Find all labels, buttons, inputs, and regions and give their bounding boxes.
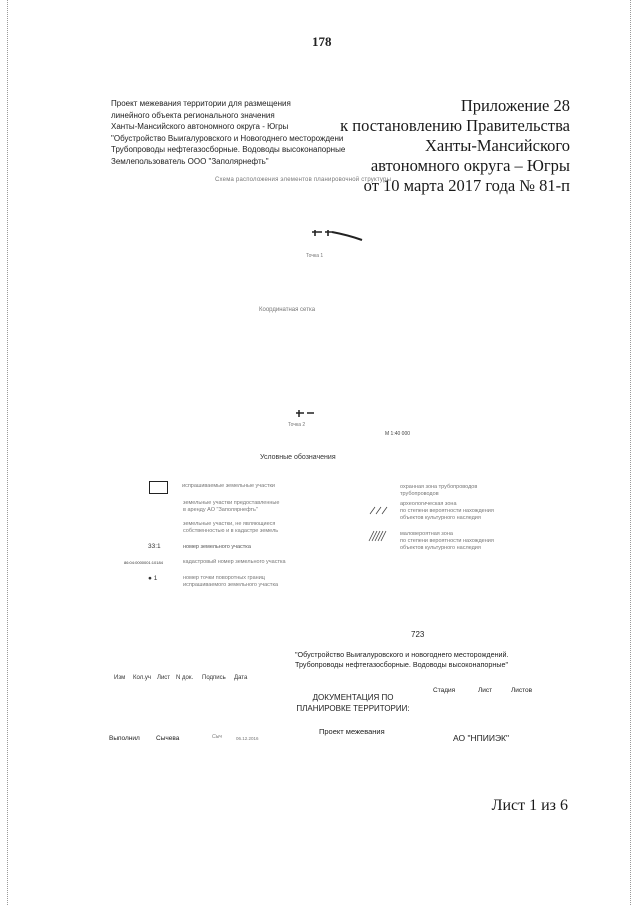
scheme-title: Схема расположения элементов планировочной структуры bbox=[215, 177, 392, 183]
footer-sheet-count: Лист 1 из 6 bbox=[491, 797, 568, 814]
legend-zone-line-1: охранная зона трубопроводов bbox=[400, 484, 478, 490]
col-date: Дата bbox=[234, 675, 248, 681]
project-header-line-2: линейного объекта регионального значения bbox=[111, 110, 275, 120]
point-marker-number: 1 bbox=[153, 575, 158, 582]
stamp-doc-title-line-2: ПЛАНИРОВКЕ ТЕРРИТОРИИ: bbox=[296, 704, 410, 713]
legend-hatch2-line-1: маловероятная зона bbox=[400, 531, 453, 537]
legend-cadastral-label: кадастровый номер земельного участка bbox=[183, 559, 286, 565]
col-sign: Подпись bbox=[202, 675, 226, 681]
legend-hatch1-line-2: по степени вероятности нахождения bbox=[400, 508, 494, 514]
col-ndoc: N док. bbox=[176, 675, 194, 681]
hatch-symbol-dense bbox=[368, 529, 388, 543]
cadastral-marker: 86:04:0000001:10184 bbox=[124, 560, 163, 565]
stamp-sheets: Листов bbox=[511, 687, 533, 694]
legend-other-line-2: собственностью и в кадастре земель bbox=[183, 528, 279, 534]
left-scan-edge bbox=[7, 0, 8, 905]
legend-point-line-1: номер точки поворотных границ bbox=[183, 575, 265, 581]
project-header-line-1: Проект межевания территории для размещения bbox=[111, 99, 291, 108]
legend-existing-line-1: земельные участки предоставленные bbox=[183, 500, 280, 506]
stamp-sheet: Лист bbox=[478, 687, 493, 694]
stamp-performed-sign: Сыч bbox=[212, 734, 222, 740]
stamp-doc-title-line-1: ДОКУМЕНТАЦИЯ ПО bbox=[312, 693, 394, 702]
project-header-line-4: "Обустройство Выигалуровского и Новогоднего месторождени bbox=[111, 133, 344, 143]
stamp-object-line-1: "Обустройство Выигалуровского и новогоднего месторождений. bbox=[295, 650, 509, 659]
stamp-object-name bbox=[295, 650, 509, 670]
stamp-object-line-2: Трубопроводы нефтегазосборные. Водоводы высоконапорные" bbox=[295, 660, 509, 669]
appendix-line-3: Ханты-Мансийского bbox=[424, 136, 570, 155]
stamp-organization: АО "НПИИЭК" bbox=[453, 733, 510, 743]
legend-hatch2-line-2: по степени вероятности нахождения bbox=[400, 538, 494, 544]
legend-hatch1-line-1: археологическая зона bbox=[400, 501, 457, 507]
col-list: Лист bbox=[157, 675, 171, 681]
legend-title: Условные обозначения bbox=[260, 454, 336, 461]
appendix-line-1: Приложение 28 bbox=[460, 96, 570, 115]
legend-hatch1-line-3: объектов культурного наследия bbox=[400, 515, 481, 521]
plot-number-marker: 33:1 bbox=[148, 543, 161, 550]
legend-point-line-2: испрашиваемого земельного участка bbox=[183, 582, 279, 588]
hatch-symbol-sparse bbox=[368, 504, 388, 516]
stamp-sheet-code: 723 bbox=[411, 630, 425, 639]
map-line-lower bbox=[292, 408, 332, 420]
stamp-doc-title bbox=[292, 692, 414, 714]
map-label-a: Точка 1 bbox=[306, 253, 324, 259]
col-kol: Кол.уч bbox=[133, 675, 151, 681]
map-label-b: Точка 2 bbox=[288, 422, 306, 428]
project-header-line-3: Ханты-Мансийского автономного округа - Югры bbox=[111, 122, 289, 131]
right-scan-edge bbox=[630, 0, 631, 905]
stamp-performed-name: Сычева bbox=[156, 735, 180, 742]
legend-plot-number-label: номер земельного участка bbox=[183, 544, 251, 550]
boundary-symbol bbox=[149, 481, 168, 494]
appendix-line-5: от 10 марта 2017 года № 81-п bbox=[363, 176, 570, 195]
appendix-line-2: к постановлению Правительства bbox=[340, 116, 570, 135]
legend-boundary-label: испрашиваемые земельные участки bbox=[182, 483, 275, 489]
legend-other-line-1: земельные участки, не являющиеся bbox=[183, 521, 276, 527]
legend-zone-line-2: трубопроводов bbox=[400, 491, 439, 497]
map-scale: М 1:40 000 bbox=[385, 431, 411, 437]
legend-hatch2-line-3: объектов культурного наследия bbox=[400, 545, 481, 551]
project-header-line-6: Землепользователь ООО "Заполярнефть" bbox=[111, 156, 269, 166]
legend-existing-line-2: в аренду АО "Заполярнефть" bbox=[183, 507, 258, 513]
page-number: 178 bbox=[312, 34, 332, 49]
col-izm: Изм bbox=[114, 675, 126, 681]
map-line-upper bbox=[300, 226, 380, 246]
stamp-project-type: Проект межевания bbox=[319, 727, 385, 736]
appendix-line-4: автономного округа – Югры bbox=[370, 156, 570, 175]
stamp-columns bbox=[114, 675, 247, 681]
point-marker: ● 1 bbox=[148, 575, 158, 582]
map-label-center: Координатная сетка bbox=[259, 307, 316, 313]
stamp-stage: Стадия bbox=[433, 687, 456, 694]
stamp-performed-role: Выполнил bbox=[109, 735, 140, 742]
stamp-performed-date: 06.12.2016 bbox=[236, 736, 259, 741]
project-header bbox=[111, 98, 345, 167]
project-header-line-5: Трубопроводы нефтегазосборные. Водоводы высоконапорные bbox=[111, 145, 346, 154]
